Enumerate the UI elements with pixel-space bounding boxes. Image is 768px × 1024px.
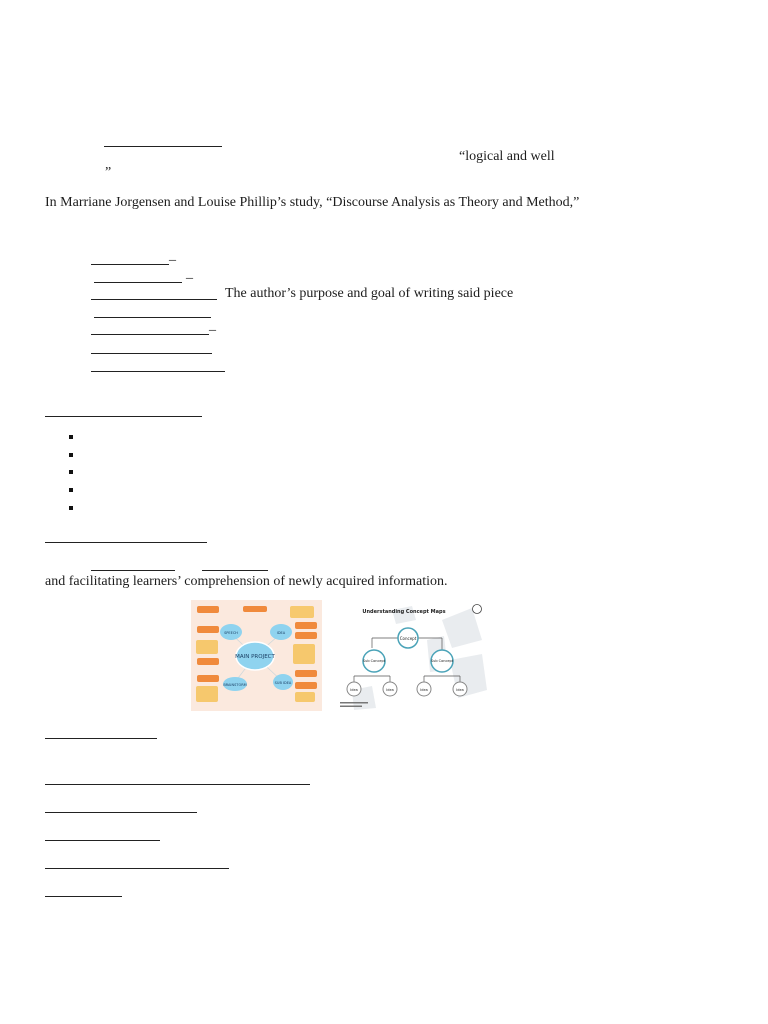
blank-line-1 (104, 146, 222, 147)
bullet-2 (69, 453, 73, 457)
mind-map-center-label: MAIN PROJECT (235, 654, 275, 660)
tree-logo-icon (473, 605, 482, 614)
mind-map-graphic (191, 600, 322, 711)
blank-line-10 (202, 570, 268, 571)
heading-blank-8 (45, 896, 122, 897)
blank-line-7 (91, 353, 212, 354)
blank-line-8 (91, 371, 225, 372)
heading-blank-4 (45, 784, 310, 785)
mind-map-node-label: IDEA (276, 631, 286, 635)
idea-label: Idea (386, 688, 394, 692)
heading-blank-3 (45, 738, 157, 739)
list-mark-1: _ (169, 248, 176, 263)
idea-label: Idea (350, 688, 358, 692)
concept-root-label: Concept (399, 636, 417, 641)
blank-line-9 (91, 570, 175, 571)
idea-label: Idea (456, 688, 464, 692)
bullet-5 (69, 506, 73, 510)
bullet-1 (69, 435, 73, 439)
sub-concept-label: Sub Concept (362, 659, 386, 663)
quote-open-text: “logical and well (459, 149, 555, 164)
blank-line-5 (94, 317, 211, 318)
concept-map-image (332, 600, 489, 711)
mind-map-image (191, 600, 322, 711)
mind-map-node-label: SPEECH (224, 631, 238, 635)
heading-blank-6 (45, 840, 160, 841)
mind-map-node-label: SUB IDEA (274, 681, 292, 685)
idea-label: Idea (420, 688, 428, 692)
blank-line-6 (91, 334, 209, 335)
concept-map-graphic (332, 600, 489, 711)
heading-blank-2 (45, 542, 207, 543)
quote-close-text: ” (105, 165, 112, 180)
mind-map-node-label: BRAINSTORM (223, 683, 247, 687)
study-sentence: In Marriane Jorgensen and Louise Phillip’s study, “Discourse Analysis as Theory and Method,” (45, 195, 580, 210)
heading-blank-1 (45, 416, 202, 417)
list-mark-2: _ (186, 266, 193, 281)
heading-blank-7 (45, 868, 229, 869)
blank-line-3 (94, 282, 182, 283)
purpose-sentence: The author’s purpose and goal of writing said piece (225, 286, 514, 301)
facilitating-sentence: and facilitating learners’ comprehension of newly acquired information. (45, 574, 448, 589)
list-mark-3: _ (209, 318, 216, 333)
bullet-3 (69, 470, 73, 474)
concept-map-title: Understanding Concept Maps (362, 609, 446, 615)
heading-blank-5 (45, 812, 197, 813)
bullet-4 (69, 488, 73, 492)
sub-concept-label: Sub Concept (430, 659, 454, 663)
blank-line-4 (91, 299, 217, 300)
blank-line-2 (91, 264, 169, 265)
